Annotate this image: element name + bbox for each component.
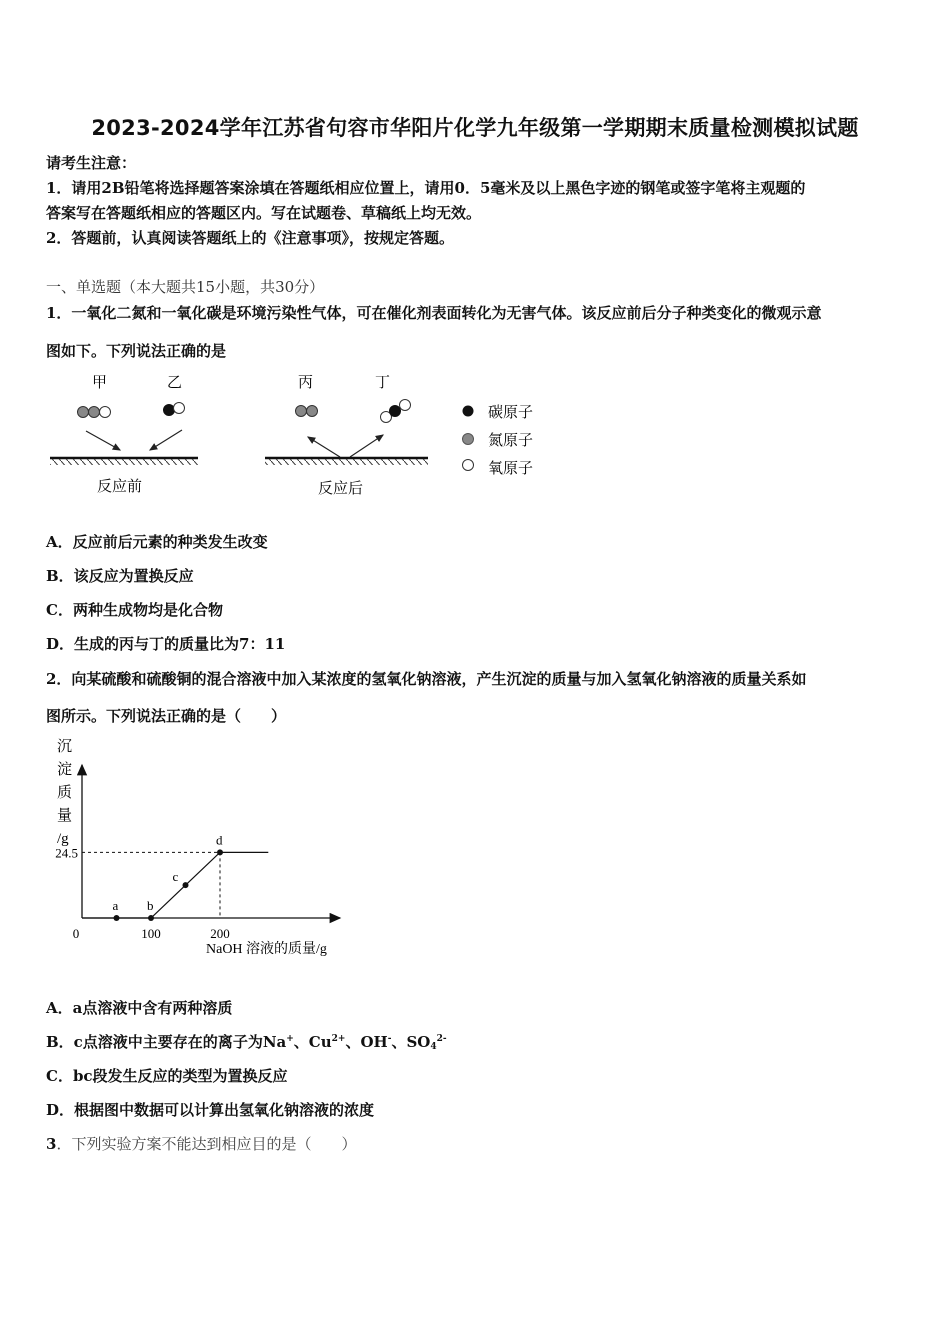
section-heading: 一、单选题（本大题共15小题，共30分） (46, 278, 325, 296)
label-yi: 乙 (167, 373, 183, 391)
label-after: 反应后 (318, 479, 364, 497)
catalyst-surface-after (265, 458, 428, 465)
y-axis-label (57, 738, 72, 847)
q2-precipitate-chart (40, 733, 370, 963)
molecule-n2o (78, 407, 111, 418)
nitrogen-legend-icon (463, 434, 474, 445)
y-axis-label-char: /g (57, 831, 69, 847)
y-axis-label-char: 沉 (57, 739, 73, 755)
q1-molecule-diagram (40, 365, 570, 505)
q2-option-b: B．c点溶液中主要存在的离子为Na+、$Cu^{2+}$、OH-、$SO_4^{2-}$ (46, 1033, 447, 1052)
label-jia: 甲 (92, 373, 108, 391)
point-a (114, 915, 120, 921)
point-b (148, 915, 154, 921)
x-axis-label: NaOH 溶液的质量/g (206, 942, 327, 957)
y-axis-label-char: 量 (57, 808, 73, 824)
oxygen-legend-icon (463, 460, 474, 471)
carbon-legend-icon (463, 406, 474, 417)
y-tick-label: 24.5 (55, 845, 78, 861)
arrow-in-right (150, 430, 182, 450)
notice-line-1b: 答案写在答题纸相应的答题区内。写在试题卷、草稿纸上均无效。 (46, 204, 482, 222)
y-axis-label-char: 淀 (57, 762, 73, 778)
molecule-co (164, 403, 185, 416)
point-d (217, 849, 223, 855)
notice-line-2: 2．答题前，认真阅读答题纸上的《注意事项》，按规定答题。 (46, 229, 454, 247)
notice-line-1a: 1．请用2B铅笔将选择题答案涂填在答题纸相应位置上，请用0．5毫米及以上黑色字迹的钢笔或签字笔将主观题的 (46, 179, 806, 197)
origin-label: 0 (72, 926, 80, 941)
q2-option-d: D．根据图中数据可以计算出氢氧化钠溶液的浓度 (46, 1101, 375, 1119)
point-c (183, 882, 189, 888)
q1-option-c: C．两种生成物均是化合物 (46, 601, 223, 619)
page-title: 2023-2024学年江苏省句容市华阳片化学九年级第一学期期末质量检测模拟试题 (91, 116, 859, 140)
point-label-d: d (216, 832, 223, 848)
molecule-n2 (296, 406, 318, 417)
q1-option-b: B．该反应为置换反应 (46, 567, 194, 585)
q1-option-d: D．生成的丙与丁的质量比为7：11 (46, 635, 286, 653)
q2-option-a: A．a点溶液中含有两种溶质 (46, 999, 233, 1017)
notice-heading: 请考生注意： (46, 154, 137, 172)
q2-stem-a: 2．向某硫酸和硫酸铜的混合溶液中加入某浓度的氢氧化钠溶液，产生沉淀的质量与加入氢氧化钠溶液的质量关系如 (46, 670, 807, 688)
q1-stem-b: 图如下。下列说法正确的是 (46, 342, 227, 360)
q1-stem-a: 1．一氧化二氮和一氧化碳是环境污染性气体，可在催化剂表面转化为无害气体。该反应前后分子种类变化的微观示意 (46, 304, 822, 322)
label-ding: 丁 (375, 373, 391, 391)
label-before: 反应前 (97, 477, 143, 495)
arrow-out-right (350, 435, 383, 457)
x-tick-label: 100 (141, 926, 161, 941)
legend-oxygen: 氧原子 (488, 459, 534, 477)
legend-nitrogen: 氮原子 (488, 431, 534, 449)
point-label-c: c (172, 869, 179, 885)
point-label-b: b (147, 898, 154, 913)
label-bing: 丙 (298, 373, 314, 391)
q3-stem: 3．下列实验方案不能达到相应目的是（ ） (46, 1135, 357, 1153)
precipitate-line (82, 852, 268, 918)
q2-option-c: C．bc段发生反应的类型为置换反应 (46, 1067, 288, 1085)
arrow-in-left (86, 431, 120, 450)
x-tick-label: 200 (210, 926, 230, 941)
arrow-out-left (308, 437, 340, 457)
catalyst-surface-before (50, 458, 198, 465)
y-axis-label-char: 质 (57, 785, 73, 801)
legend (463, 403, 534, 477)
q1-option-a: A．反应前后元素的种类发生改变 (46, 533, 268, 551)
legend-carbon: 碳原子 (488, 403, 534, 421)
q2-stem-b: 图所示。下列说法正确的是（ ） (46, 707, 287, 725)
molecule-co2 (381, 400, 411, 423)
point-label-a: a (112, 898, 119, 913)
